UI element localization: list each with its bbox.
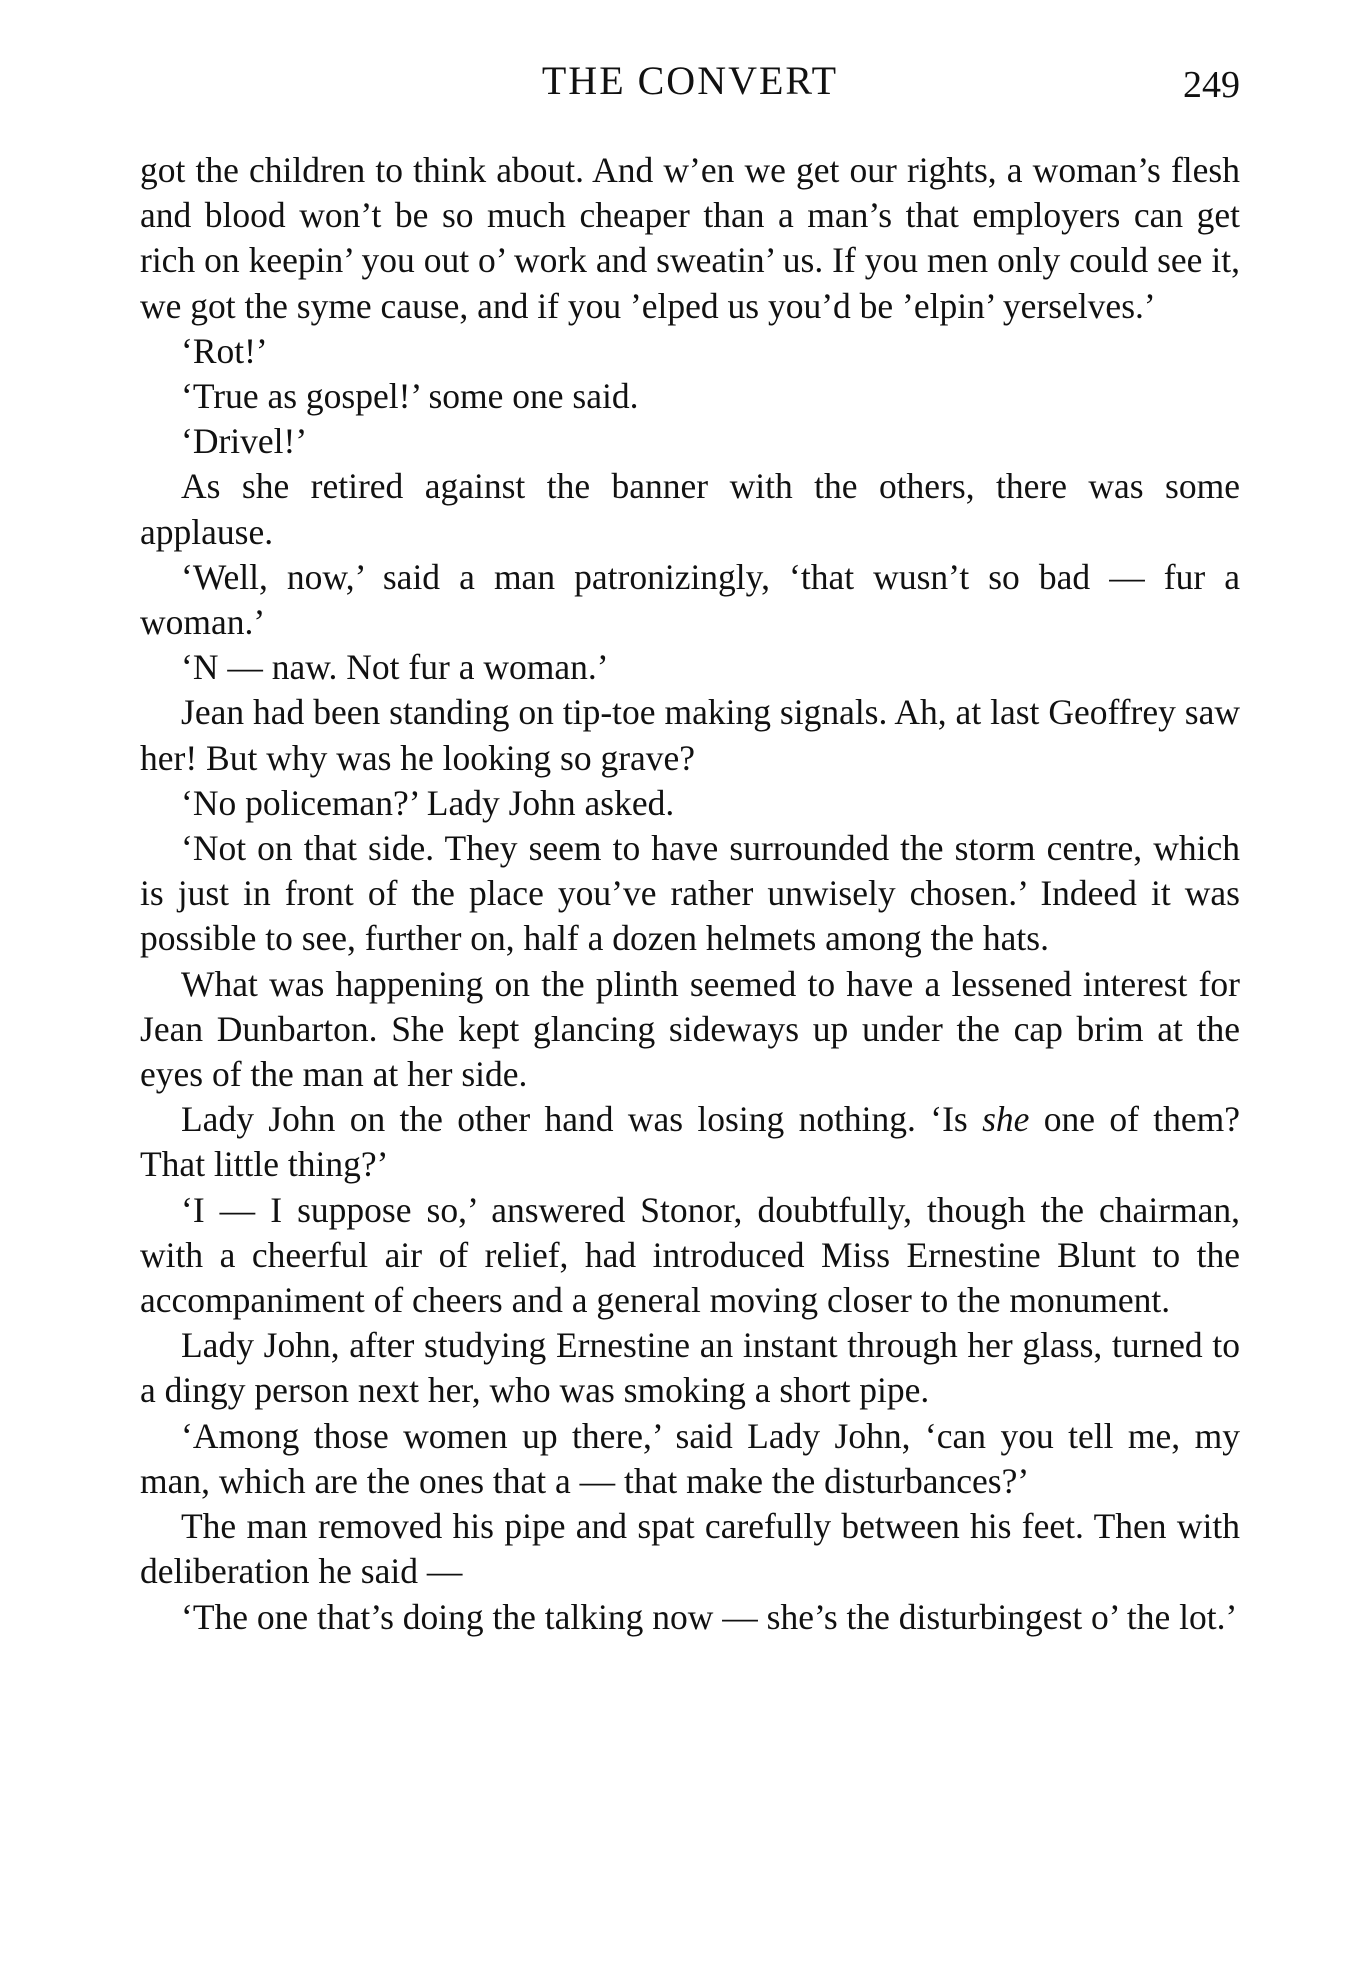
paragraph: ‘No policeman?’ Lady John asked. bbox=[181, 782, 675, 823]
running-head bbox=[140, 56, 1240, 106]
paragraph: ‘N — naw. Not fur a woman.’ bbox=[181, 647, 609, 688]
paragraph: Jean had been standing on tip-toe making signals. Ah, at last Geoffrey saw her! But why was he looking so grave? bbox=[140, 692, 1240, 778]
paragraph: What was happening on the plinth seemed to have a lessened interest for Jean Dunbarton. She kept glancing sideways up under the cap brim at the eyes of the man at her side. bbox=[140, 963, 1240, 1095]
paragraph: ‘Rot!’ bbox=[181, 330, 268, 371]
paragraph-text: Lady John on the other hand was losing nothing. ‘Is bbox=[181, 1099, 983, 1140]
paragraph: ‘Among those women up there,’ said Lady John, ‘can you tell me, my man, which are the ones that a — that make the disturbances?’ bbox=[140, 1415, 1240, 1501]
body-text bbox=[140, 148, 1240, 1640]
paragraph: ‘I — I suppose so,’ answered Stonor, doubtfully, though the chairman, with a cheerful air of relief, had introduced Miss Ernestine Blunt to the accompaniment of cheers and a general moving closer to the monument. bbox=[140, 1189, 1240, 1321]
paragraph-text: one of them? That little thing?’ bbox=[140, 1099, 1240, 1185]
paragraph: The man removed his pipe and spat carefully between his feet. Then with deliberation he said — bbox=[140, 1506, 1240, 1592]
paragraph: Lady John, after studying Ernestine an instant through her glass, turned to a dingy person next her, who was smoking a short pipe. bbox=[140, 1325, 1240, 1411]
paragraph: got the children to think about. And w’en we get our rights, a woman’s flesh and blood won’t be so much cheaper than a man’s that employers can get rich on keepin’ you out o’ work and sweatin’ us. If you men only could see it, we got the syme cause, and if you ’elped us you’d be ’elpin’ yerselves.’ bbox=[140, 150, 1240, 326]
paragraph: ‘Well, now,’ said a man patronizingly, ‘that wusn’t so bad — fur a woman.’ bbox=[140, 556, 1240, 643]
paragraph: ‘True as gospel!’ some one said. bbox=[181, 376, 639, 417]
paragraph: As she retired against the banner with the others, there was some applause. bbox=[140, 466, 1240, 552]
paragraph: ‘Drivel!’ bbox=[181, 421, 308, 462]
paragraph: ‘The one that’s doing the talking now — she’s the disturbingest o’ the lot.’ bbox=[181, 1596, 1238, 1637]
paragraph bbox=[140, 1097, 1240, 1187]
page-number: 249 bbox=[1183, 64, 1240, 106]
italic-emphasis: she bbox=[982, 1099, 1030, 1140]
paragraph: ‘Not on that side. They seem to have surrounded the storm centre, which is just in front of the place you’ve rather unwisely chosen.’ Indeed it was possible to see, further on, half a dozen helmets among the hats. bbox=[140, 828, 1240, 959]
chapter-title: THE CONVERT bbox=[541, 58, 839, 103]
